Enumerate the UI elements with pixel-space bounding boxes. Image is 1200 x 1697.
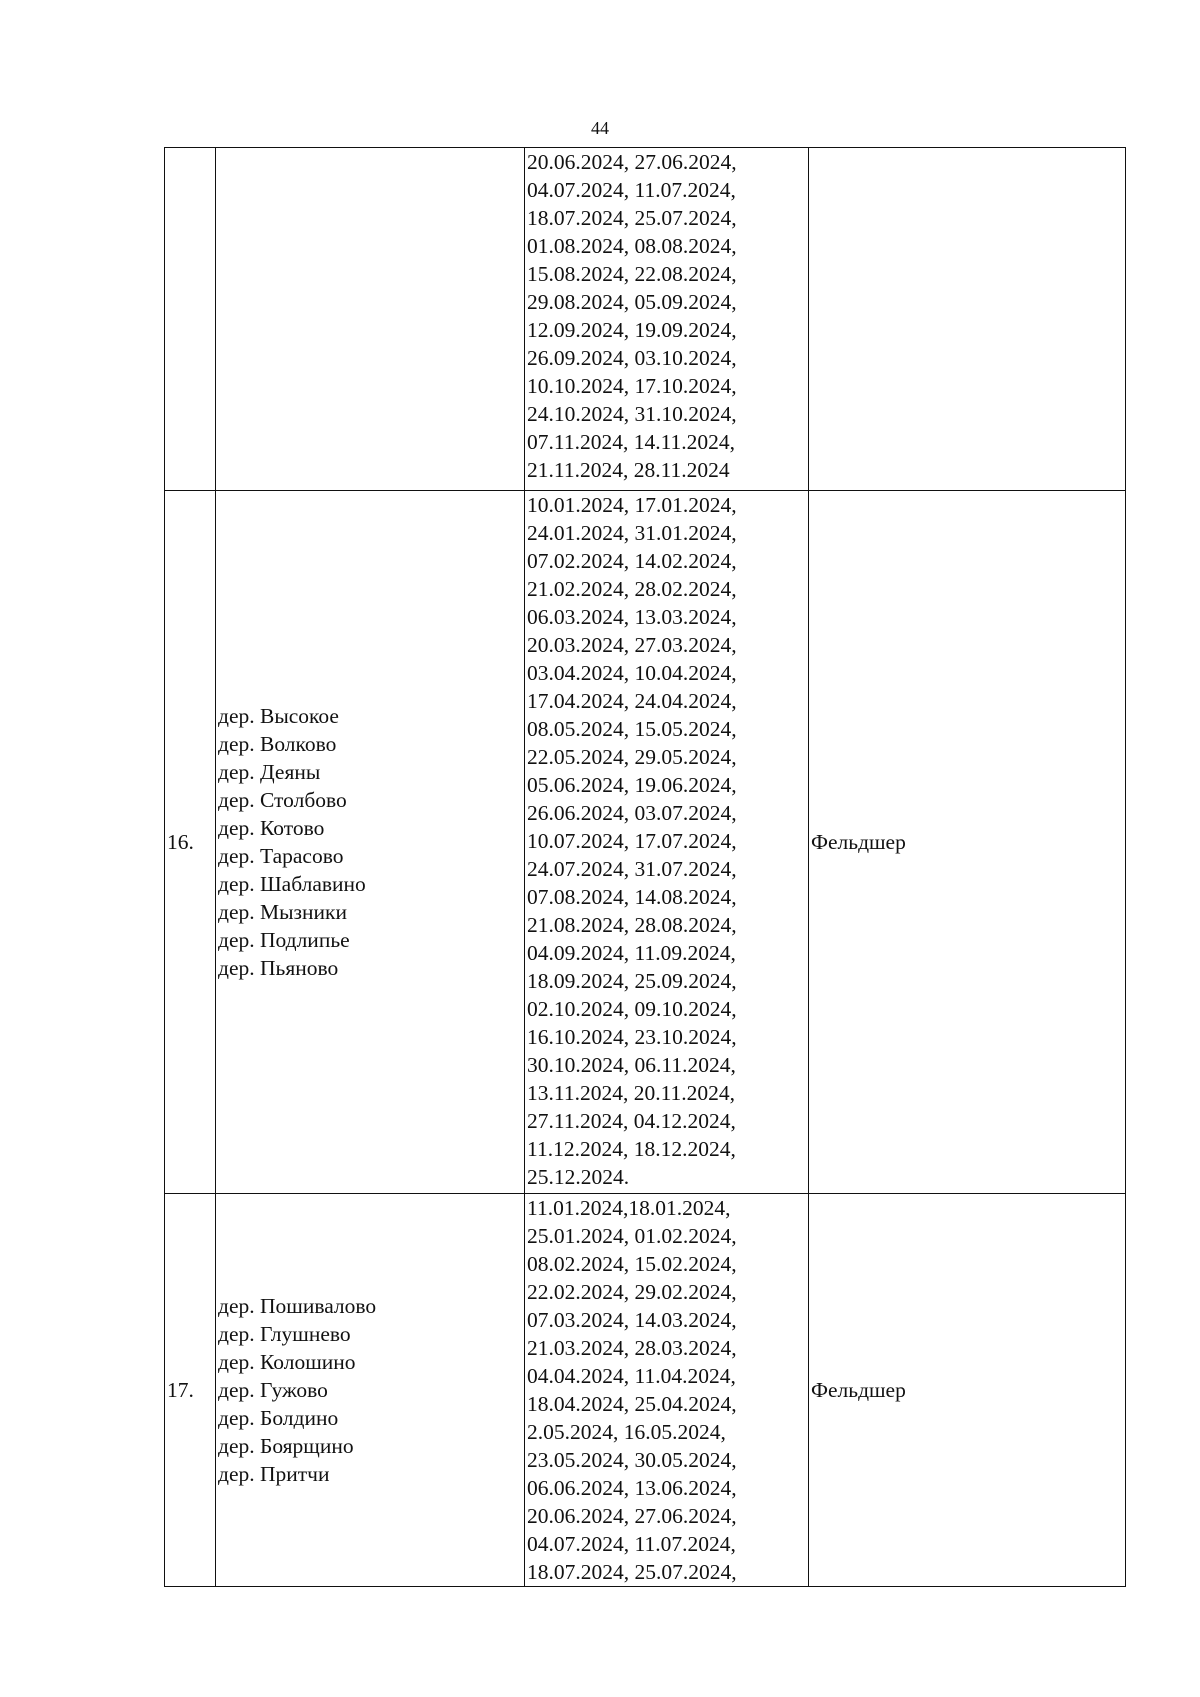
date-line: 04.09.2024, 11.09.2024, [527, 941, 736, 965]
dates-cell [525, 1194, 809, 1587]
date-line: 29.08.2024, 05.09.2024, [527, 290, 737, 314]
page-number: 44 [591, 118, 609, 138]
village-name: дер. Притчи [218, 1462, 330, 1486]
table-row [165, 148, 1126, 491]
date-line: 2.05.2024, 16.05.2024, [527, 1420, 726, 1444]
village-name: дер. Шаблавино [218, 872, 366, 896]
village-name: дер. Высокое [218, 704, 339, 728]
village-name: дер. Мызники [218, 900, 347, 924]
date-line: 24.10.2024, 31.10.2024, [527, 402, 737, 426]
date-line: 08.02.2024, 15.02.2024, [527, 1252, 737, 1276]
row-number-cell [165, 491, 216, 1194]
village-name: дер. Пошивалово [218, 1294, 377, 1318]
date-line: 24.01.2024, 31.01.2024, [527, 521, 737, 545]
date-line: 07.02.2024, 14.02.2024, [527, 549, 737, 573]
row-number: 16. [167, 830, 194, 854]
village-name: дер. Тарасово [218, 844, 344, 868]
village-name: дер. Волково [218, 732, 337, 756]
date-line: 21.03.2024, 28.03.2024, [527, 1336, 737, 1360]
staff-role: Фельдшер [811, 1378, 906, 1402]
date-line: 23.05.2024, 30.05.2024, [527, 1448, 737, 1472]
row-number: 17. [167, 1378, 194, 1402]
village-name: дер. Болдино [218, 1406, 339, 1430]
date-line: 18.09.2024, 25.09.2024, [527, 969, 737, 993]
row-number-cell [165, 1194, 216, 1587]
dates-cell [525, 148, 809, 491]
village-name: дер. Столбово [218, 788, 347, 812]
date-line: 18.07.2024, 25.07.2024, [527, 1560, 737, 1584]
village-name: дер. Пьяново [218, 956, 339, 980]
village-name: дер. Глушнево [218, 1322, 351, 1346]
date-line: 11.12.2024, 18.12.2024, [527, 1137, 736, 1161]
village-name: дер. Подлипье [218, 928, 350, 952]
staff-role: Фельдшер [811, 830, 906, 854]
date-line: 17.04.2024, 24.04.2024, [527, 689, 737, 713]
date-line: 07.11.2024, 14.11.2024, [527, 430, 736, 454]
date-line: 26.06.2024, 03.07.2024, [527, 801, 737, 825]
date-line: 20.06.2024, 27.06.2024, [527, 150, 737, 174]
date-line: 27.11.2024, 04.12.2024, [527, 1109, 736, 1133]
date-line: 20.06.2024, 27.06.2024, [527, 1504, 737, 1528]
staff-cell [809, 1194, 1126, 1587]
date-line: 10.07.2024, 17.07.2024, [527, 829, 737, 853]
date-line: 16.10.2024, 23.10.2024, [527, 1025, 737, 1049]
schedule-table [164, 147, 1126, 1587]
village-name: дер. Котово [218, 816, 325, 840]
date-line: 05.06.2024, 19.06.2024, [527, 773, 737, 797]
date-line: 08.05.2024, 15.05.2024, [527, 717, 737, 741]
date-line: 06.06.2024, 13.06.2024, [527, 1476, 737, 1500]
schedule-body [165, 148, 1126, 1587]
date-line: 07.03.2024, 14.03.2024, [527, 1308, 737, 1332]
date-line: 21.02.2024, 28.02.2024, [527, 577, 737, 601]
date-line: 10.10.2024, 17.10.2024, [527, 374, 737, 398]
villages-cell [216, 1194, 525, 1587]
date-line: 04.04.2024, 11.04.2024, [527, 1364, 736, 1388]
date-line: 21.08.2024, 28.08.2024, [527, 913, 737, 937]
villages-cell [216, 148, 525, 491]
date-line: 06.03.2024, 13.03.2024, [527, 605, 737, 629]
date-line: 02.10.2024, 09.10.2024, [527, 997, 737, 1021]
date-line: 25.01.2024, 01.02.2024, [527, 1224, 737, 1248]
date-line: 15.08.2024, 22.08.2024, [527, 262, 737, 286]
date-line: 01.08.2024, 08.08.2024, [527, 234, 737, 258]
village-name: дер. Деяны [218, 760, 321, 784]
date-line: 11.01.2024,18.01.2024, [527, 1196, 731, 1220]
date-line: 12.09.2024, 19.09.2024, [527, 318, 737, 342]
staff-cell [809, 491, 1126, 1194]
date-line: 22.02.2024, 29.02.2024, [527, 1280, 737, 1304]
village-name: дер. Колошино [218, 1350, 356, 1374]
date-line: 20.03.2024, 27.03.2024, [527, 633, 737, 657]
date-line: 04.07.2024, 11.07.2024, [527, 1532, 736, 1556]
date-line: 26.09.2024, 03.10.2024, [527, 346, 737, 370]
date-line: 18.04.2024, 25.04.2024, [527, 1392, 737, 1416]
village-name: дер. Гужово [218, 1378, 328, 1402]
date-line: 10.01.2024, 17.01.2024, [527, 493, 737, 517]
date-line: 18.07.2024, 25.07.2024, [527, 206, 737, 230]
row-number-cell [165, 148, 216, 491]
table-row [165, 491, 1126, 1194]
villages-cell [216, 491, 525, 1194]
date-line: 07.08.2024, 14.08.2024, [527, 885, 737, 909]
date-line: 22.05.2024, 29.05.2024, [527, 745, 737, 769]
date-line: 30.10.2024, 06.11.2024, [527, 1053, 736, 1077]
date-line: 03.04.2024, 10.04.2024, [527, 661, 737, 685]
table-row [165, 1194, 1126, 1587]
dates-cell [525, 491, 809, 1194]
date-line: 24.07.2024, 31.07.2024, [527, 857, 737, 881]
date-line: 21.11.2024, 28.11.2024 [527, 458, 730, 482]
staff-cell [809, 148, 1126, 491]
village-name: дер. Боярщино [218, 1434, 354, 1458]
date-line: 13.11.2024, 20.11.2024, [527, 1081, 736, 1105]
date-line: 04.07.2024, 11.07.2024, [527, 178, 736, 202]
date-line: 25.12.2024. [527, 1165, 630, 1189]
